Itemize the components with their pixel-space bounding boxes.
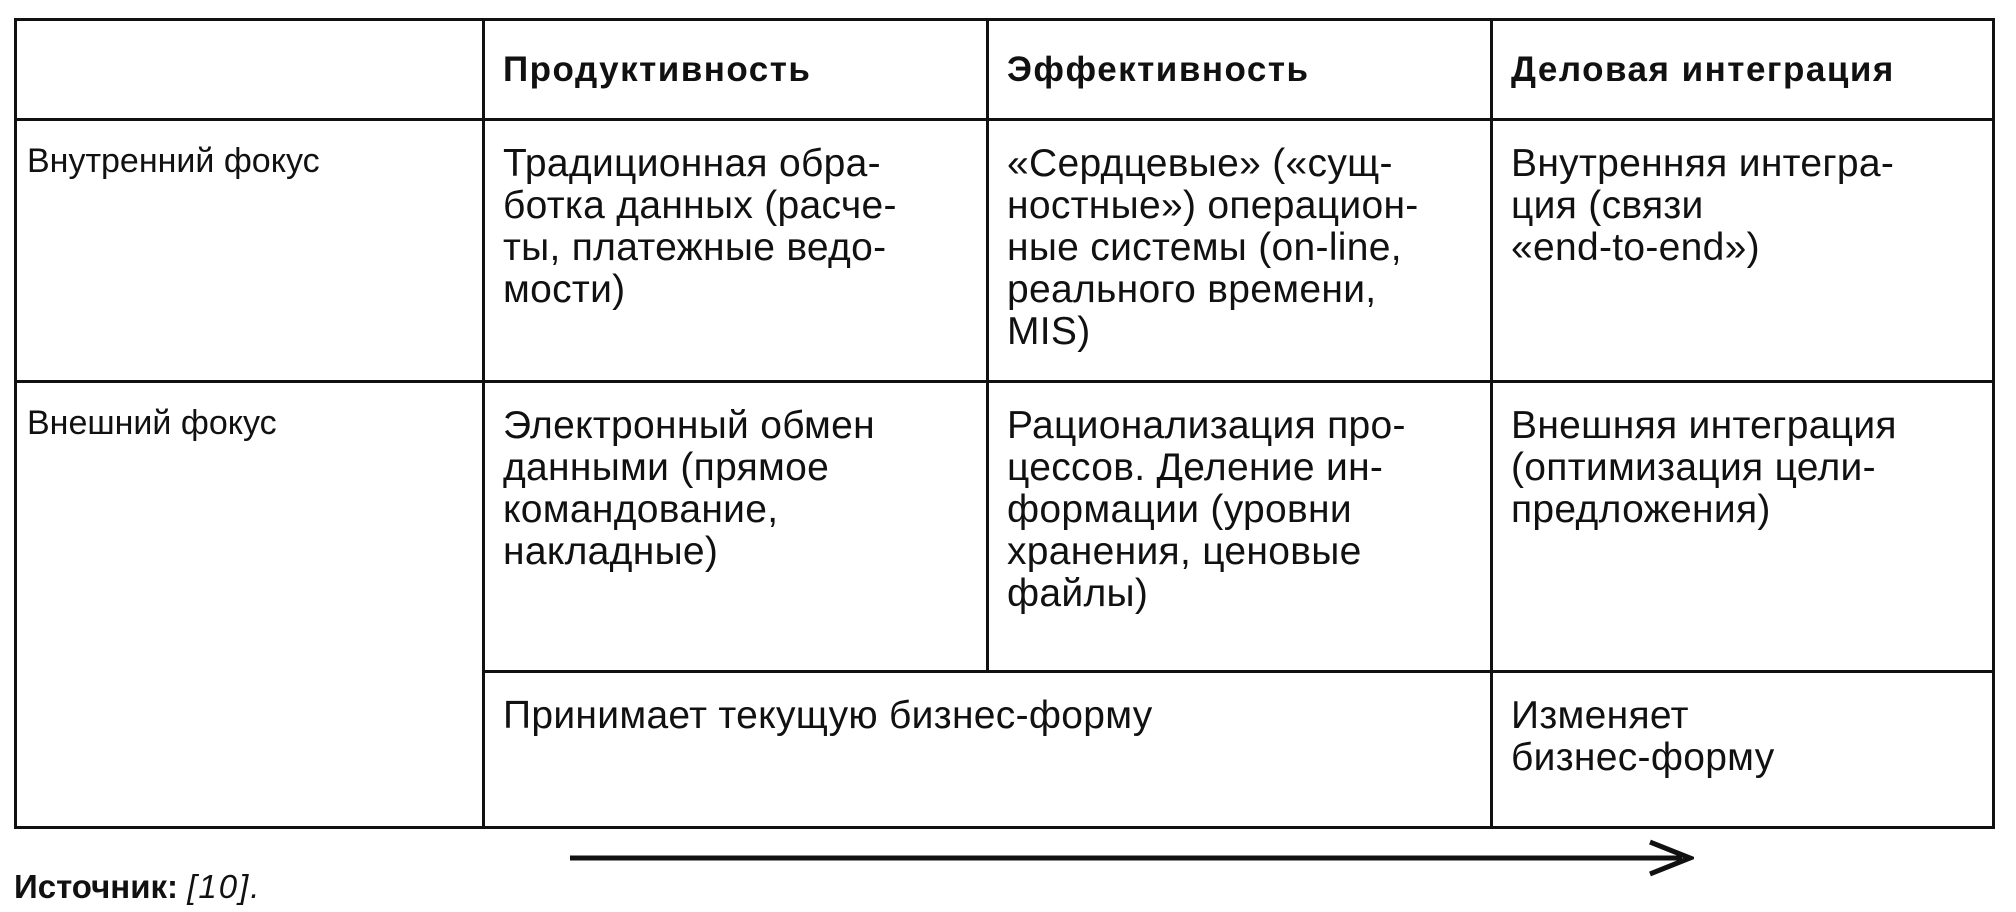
cell-text: Электронный обмен данными (прямое командование, накладные) [503,404,875,574]
cell-text: Внешняя интеграция (оптимизация цели- предложения) [1511,404,1897,532]
cell-internal-integration [1492,120,1994,382]
table-row-external [16,382,1994,672]
cell-internal-productivity [484,120,988,382]
row-label-internal-focus: Внутренний фокус [16,120,484,382]
cell-external-efficiency [988,382,1492,672]
cell-text: Изменяет бизнес-форму [1511,694,1775,780]
cell-internal-efficiency [988,120,1492,382]
cell-text: Принимает текущую бизнес-форму [503,694,1153,737]
table-row-internal [16,120,1994,382]
cell-accepts-business-form [484,672,1492,828]
cell-external-productivity [484,382,988,672]
cell-text: Традиционная обра- ботка данных (расче- ты, платежные ведо- мости) [503,142,897,312]
cell-external-integration [1492,382,1994,672]
source-reference: [10]. [187,868,262,905]
header-row [16,20,1994,120]
it-evolution-table [14,18,1995,829]
row-label-external-focus: Внешний фокус [16,382,484,828]
cell-text: Внутренняя интегра- ция (связи «end-to-end») [1511,142,1895,270]
cell-changes-business-form [1492,672,1994,828]
header-business-integration: Деловая интеграция [1492,20,1994,120]
corner-cell [16,20,484,120]
header-efficiency: Эффективность [988,20,1492,120]
header-productivity: Продуктивность [484,20,988,120]
cell-text: Рационализация про- цессов. Деление ин- формации (уровни хранения, ценовые файлы) [1007,404,1406,616]
cell-text: «Сердцевые» («сущ- ностные») операцион- ные системы (on-line, реального времени, MIS) [1007,142,1419,354]
source-label: Источник: [14,868,179,905]
progression-arrow-icon [570,838,1694,878]
source-note [14,868,261,906]
